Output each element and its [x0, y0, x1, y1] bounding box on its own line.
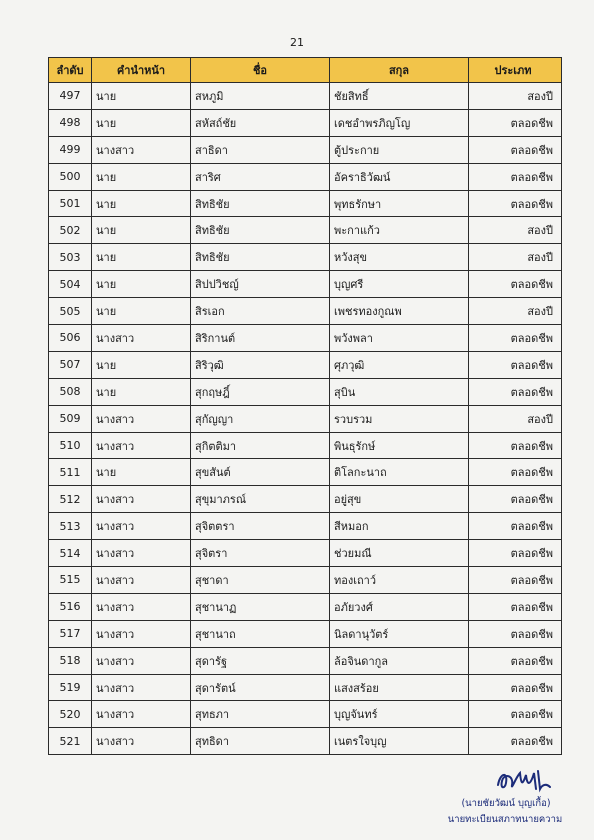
cell-prefix: นางสาว [92, 647, 191, 674]
cell-type: ตลอดชีพ [469, 190, 562, 217]
table-row [49, 271, 562, 298]
cell-prefix: นางสาว [92, 701, 191, 728]
cell-name: สุชาดา [191, 567, 330, 594]
cell-no: 506 [49, 325, 92, 352]
cell-prefix: นางสาว [92, 136, 191, 163]
cell-no: 510 [49, 432, 92, 459]
cell-name: สุดารัฐ [191, 647, 330, 674]
cell-type: ตลอดชีพ [469, 647, 562, 674]
cell-name: สหัสถ์ชัย [191, 109, 330, 136]
cell-surname: สีหมอก [330, 513, 469, 540]
table-row [49, 674, 562, 701]
cell-name: สหภูมิ [191, 83, 330, 110]
cell-surname: เดชอำพรภิญโญ [330, 109, 469, 136]
cell-type: ตลอดชีพ [469, 432, 562, 459]
cell-prefix: นางสาว [92, 540, 191, 567]
cell-no: 500 [49, 163, 92, 190]
table-row [49, 325, 562, 352]
cell-type: ตลอดชีพ [469, 701, 562, 728]
signature-image [494, 767, 552, 795]
cell-no: 512 [49, 486, 92, 513]
cell-no: 514 [49, 540, 92, 567]
cell-no: 508 [49, 378, 92, 405]
header-type: ประเภท [469, 58, 562, 83]
table-row [49, 486, 562, 513]
page-number: 21 [290, 36, 304, 49]
signatory-name: (นายชัยวัฒน์ บุญเกื้อ) [461, 798, 551, 809]
cell-surname: พวังพลา [330, 325, 469, 352]
cell-prefix: นาย [92, 109, 191, 136]
table-row [49, 459, 562, 486]
table-row [49, 217, 562, 244]
cell-type: ตลอดชีพ [469, 620, 562, 647]
cell-prefix: นางสาว [92, 620, 191, 647]
cell-prefix: นางสาว [92, 567, 191, 594]
cell-type: ตลอดชีพ [469, 459, 562, 486]
cell-name: สิปปวิชญ์ [191, 271, 330, 298]
member-register-table [48, 57, 562, 755]
cell-type: ตลอดชีพ [469, 351, 562, 378]
cell-no: 518 [49, 647, 92, 674]
cell-name: สุกฤษฎิ์ [191, 378, 330, 405]
cell-name: สุชานาฏ [191, 593, 330, 620]
cell-surname: บุญศรี [330, 271, 469, 298]
cell-surname: อัคราธิวัฒน์ [330, 163, 469, 190]
table-row [49, 647, 562, 674]
cell-type: ตลอดชีพ [469, 163, 562, 190]
table-row [49, 83, 562, 110]
cell-surname: พุทธรักษา [330, 190, 469, 217]
cell-name: สุขสันต์ [191, 459, 330, 486]
cell-type: ตลอดชีพ [469, 378, 562, 405]
cell-type: ตลอดชีพ [469, 325, 562, 352]
cell-prefix: นาย [92, 244, 191, 271]
table-row [49, 728, 562, 755]
cell-no: 507 [49, 351, 92, 378]
cell-prefix: นาย [92, 83, 191, 110]
cell-prefix: นาย [92, 378, 191, 405]
cell-type: สองปี [469, 298, 562, 325]
cell-name: สุจิตตรา [191, 513, 330, 540]
cell-type: สองปี [469, 83, 562, 110]
cell-surname: ล้อจินดากูล [330, 647, 469, 674]
cell-prefix: นาย [92, 298, 191, 325]
cell-no: 497 [49, 83, 92, 110]
cell-no: 516 [49, 593, 92, 620]
table-row [49, 109, 562, 136]
cell-name: สุชานาถ [191, 620, 330, 647]
cell-no: 509 [49, 405, 92, 432]
cell-type: ตลอดชีพ [469, 674, 562, 701]
cell-prefix: นางสาว [92, 432, 191, 459]
cell-no: 505 [49, 298, 92, 325]
table-row [49, 432, 562, 459]
cell-prefix: นางสาว [92, 486, 191, 513]
cell-surname: ติโลกะนาถ [330, 459, 469, 486]
cell-prefix: นาย [92, 163, 191, 190]
signatory-title: นายทะเบียนสภาทนายความ [447, 814, 563, 825]
table-row [49, 593, 562, 620]
cell-surname: แสงสร้อย [330, 674, 469, 701]
cell-surname: พะกาแก้ว [330, 217, 469, 244]
cell-name: สาริศ [191, 163, 330, 190]
cell-name: สิทธิชัย [191, 190, 330, 217]
table-row [49, 136, 562, 163]
header-no: ลำดับ [49, 58, 92, 83]
cell-no: 504 [49, 271, 92, 298]
cell-no: 503 [49, 244, 92, 271]
cell-type: ตลอดชีพ [469, 271, 562, 298]
cell-type: สองปี [469, 217, 562, 244]
cell-surname: รวบรวม [330, 405, 469, 432]
table-row [49, 405, 562, 432]
cell-name: สิรเอก [191, 298, 330, 325]
header-name: ชื่อ [191, 58, 330, 83]
cell-type: สองปี [469, 405, 562, 432]
cell-type: ตลอดชีพ [469, 728, 562, 755]
cell-type: ตลอดชีพ [469, 593, 562, 620]
cell-type: ตลอดชีพ [469, 513, 562, 540]
cell-name: สิทธิชัย [191, 217, 330, 244]
cell-type: สองปี [469, 244, 562, 271]
cell-prefix: นางสาว [92, 325, 191, 352]
cell-name: สุจิตรา [191, 540, 330, 567]
table-row [49, 190, 562, 217]
cell-surname: สุบิน [330, 378, 469, 405]
cell-prefix: นางสาว [92, 593, 191, 620]
table-row [49, 513, 562, 540]
table-row [49, 163, 562, 190]
cell-no: 501 [49, 190, 92, 217]
cell-prefix: นาย [92, 351, 191, 378]
cell-surname: ช่วยมณี [330, 540, 469, 567]
cell-name: สุทธภา [191, 701, 330, 728]
cell-type: ตลอดชีพ [469, 136, 562, 163]
header-surname: สกุล [330, 58, 469, 83]
cell-no: 520 [49, 701, 92, 728]
cell-surname: ชัยสิทธิ์ [330, 83, 469, 110]
cell-prefix: นาย [92, 459, 191, 486]
cell-prefix: นาย [92, 217, 191, 244]
cell-surname: ทองเถาว์ [330, 567, 469, 594]
cell-no: 511 [49, 459, 92, 486]
cell-name: สุดารัตน์ [191, 674, 330, 701]
cell-prefix: นางสาว [92, 513, 191, 540]
cell-no: 498 [49, 109, 92, 136]
cell-no: 513 [49, 513, 92, 540]
table-row [49, 298, 562, 325]
cell-prefix: นาย [92, 271, 191, 298]
cell-no: 499 [49, 136, 92, 163]
table-row [49, 567, 562, 594]
cell-name: สุขุมาภรณ์ [191, 486, 330, 513]
table-header-row [49, 58, 562, 83]
cell-name: สิริวุฒิ [191, 351, 330, 378]
cell-surname: หวังสุข [330, 244, 469, 271]
cell-no: 515 [49, 567, 92, 594]
cell-no: 517 [49, 620, 92, 647]
cell-surname: พินธุรักษ์ [330, 432, 469, 459]
cell-surname: ตู้ประกาย [330, 136, 469, 163]
cell-surname: นิลดานุวัตร์ [330, 620, 469, 647]
cell-no: 502 [49, 217, 92, 244]
cell-prefix: นางสาว [92, 674, 191, 701]
cell-surname: เพชรทองกูณพ [330, 298, 469, 325]
cell-surname: ศุภวุฒิ [330, 351, 469, 378]
cell-prefix: นาย [92, 190, 191, 217]
cell-type: ตลอดชีพ [469, 567, 562, 594]
cell-prefix: นางสาว [92, 405, 191, 432]
cell-name: สาธิดา [191, 136, 330, 163]
cell-surname: บุญจันทร์ [330, 701, 469, 728]
cell-name: สุกิตติมา [191, 432, 330, 459]
cell-type: ตลอดชีพ [469, 109, 562, 136]
cell-name: สิทธิชัย [191, 244, 330, 271]
cell-surname: อยู่สุข [330, 486, 469, 513]
cell-type: ตลอดชีพ [469, 486, 562, 513]
table-row [49, 540, 562, 567]
cell-no: 519 [49, 674, 92, 701]
cell-no: 521 [49, 728, 92, 755]
header-prefix: คำนำหน้า [92, 58, 191, 83]
cell-type: ตลอดชีพ [469, 540, 562, 567]
cell-surname: เนตรใจบุญ [330, 728, 469, 755]
table-row [49, 378, 562, 405]
cell-name: สุกัญญา [191, 405, 330, 432]
cell-surname: อภัยวงศ์ [330, 593, 469, 620]
table-row [49, 701, 562, 728]
table-row [49, 620, 562, 647]
cell-name: สิริกานต์ [191, 325, 330, 352]
table-row [49, 244, 562, 271]
cell-name: สุทธิดา [191, 728, 330, 755]
table-row [49, 351, 562, 378]
cell-prefix: นางสาว [92, 728, 191, 755]
